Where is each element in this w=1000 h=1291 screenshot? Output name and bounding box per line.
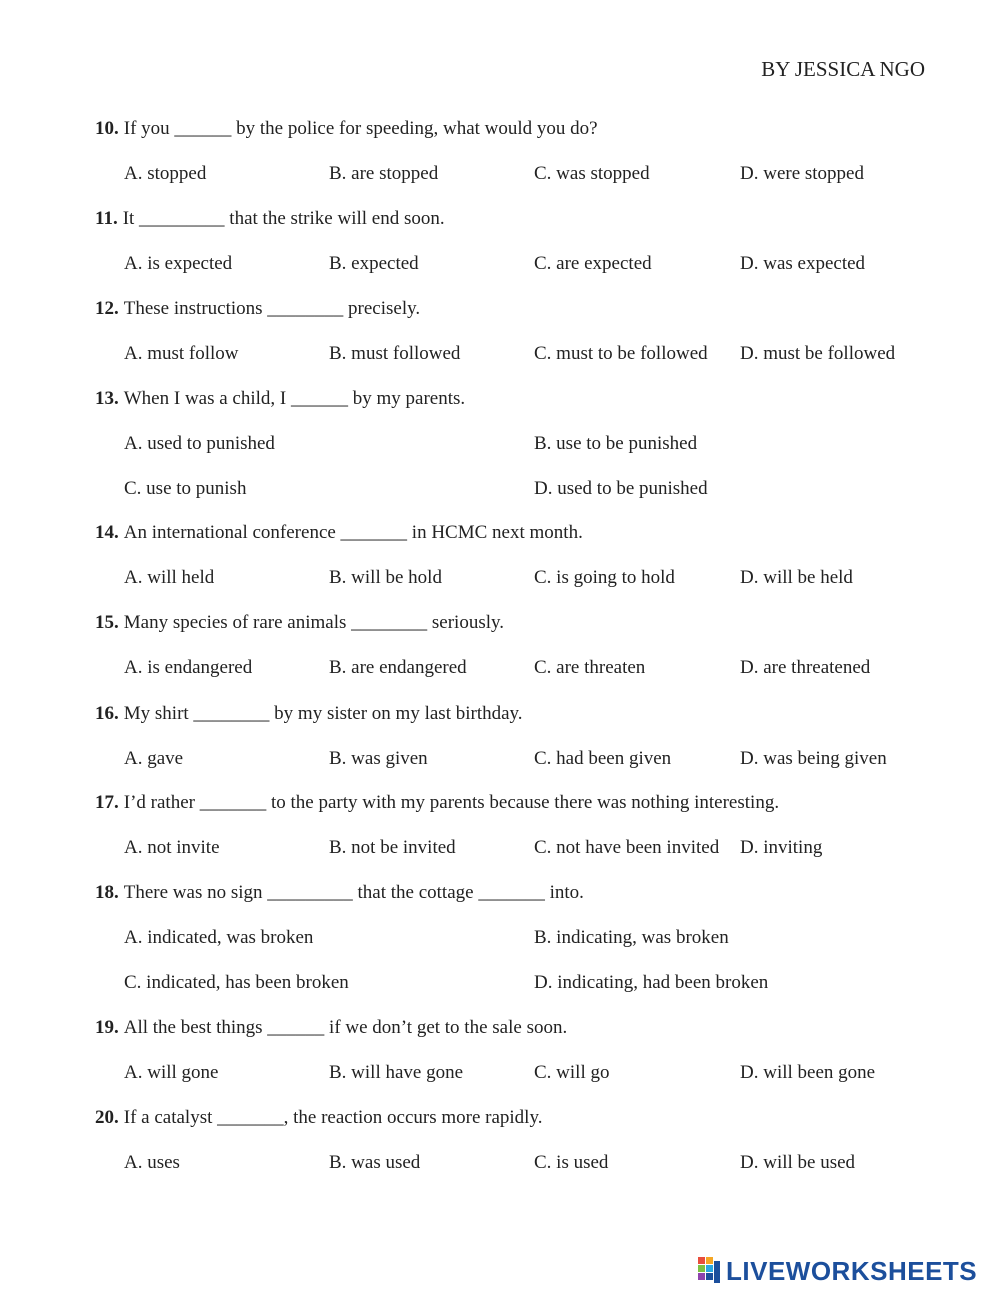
question-19 [95, 1016, 567, 1040]
question-number: 17. [95, 792, 119, 813]
question-15 [95, 611, 504, 635]
option-d[interactable]: D. were stopped [740, 163, 864, 184]
question-number: 20. [95, 1107, 119, 1128]
option-a[interactable]: A. stopped [124, 163, 207, 184]
option-c[interactable]: C. is used [534, 1152, 609, 1173]
option-c[interactable]: C. are expected [534, 253, 652, 274]
option-b[interactable]: B. will be hold [329, 567, 442, 588]
question-14-options [0, 566, 1000, 590]
option-a[interactable]: A. is endangered [124, 657, 253, 678]
option-d[interactable]: D. was expected [740, 253, 866, 274]
question-13-options-row2 [0, 477, 1000, 501]
option-a[interactable]: A. indicated, was broken [124, 927, 314, 948]
question-15-options [0, 656, 1000, 680]
question-19-options [0, 1061, 1000, 1085]
question-18 [95, 881, 584, 905]
option-b[interactable]: B. use to be punished [534, 433, 698, 454]
question-number: 14. [95, 522, 119, 543]
option-d[interactable]: D. will be used [740, 1152, 856, 1173]
option-c[interactable]: C. are threaten [534, 657, 646, 678]
question-text: It _________ that the strike will end soon. [122, 208, 445, 229]
question-text: If you ______ by the police for speeding, what would you do? [123, 118, 598, 139]
option-b[interactable]: B. expected [329, 253, 419, 274]
option-c[interactable]: C. had been given [534, 748, 672, 769]
option-d[interactable]: D. indicating, had been broken [534, 972, 769, 993]
question-12-options [0, 342, 1000, 366]
option-a[interactable]: A. used to punished [124, 433, 275, 454]
option-a[interactable]: A. will gone [124, 1062, 219, 1083]
question-20 [95, 1106, 542, 1130]
question-text: There was no sign _________ that the cottage _______ into. [123, 882, 584, 903]
option-c[interactable]: C. is going to hold [534, 567, 675, 588]
question-number: 12. [95, 298, 119, 319]
question-number: 10. [95, 118, 119, 139]
option-c[interactable]: C. not have been invited [534, 837, 720, 858]
question-number: 15. [95, 612, 119, 633]
option-d[interactable]: D. will been gone [740, 1062, 876, 1083]
question-12 [95, 297, 420, 321]
question-13 [95, 387, 465, 411]
question-17-options [0, 836, 1000, 860]
question-16-options [0, 747, 1000, 771]
question-text: If a catalyst _______, the reaction occurs more rapidly. [123, 1107, 543, 1128]
option-c[interactable]: C. will go [534, 1062, 610, 1083]
question-text: I’d rather _______ to the party with my parents because there was nothing interesting. [123, 792, 780, 813]
option-b[interactable]: B. are stopped [329, 163, 439, 184]
question-18-options-row1 [0, 926, 1000, 950]
option-a[interactable]: A. gave [124, 748, 184, 769]
option-b[interactable]: B. must followed [329, 343, 461, 364]
option-a[interactable]: A. not invite [124, 837, 220, 858]
question-text: These instructions ________ precisely. [123, 298, 421, 319]
option-b[interactable]: B. was given [329, 748, 428, 769]
question-10 [95, 117, 598, 141]
option-b[interactable]: B. not be invited [329, 837, 456, 858]
question-20-options [0, 1151, 1000, 1175]
logo-text: LIVEWORKSHEETS [726, 1255, 978, 1286]
option-b[interactable]: B. are endangered [329, 657, 467, 678]
question-number: 11. [95, 208, 118, 229]
question-number: 19. [95, 1017, 119, 1038]
option-a[interactable]: A. uses [124, 1152, 180, 1173]
question-11 [95, 207, 445, 231]
option-d[interactable]: D. used to be punished [534, 478, 708, 499]
option-a[interactable]: A. will held [124, 567, 215, 588]
author-header: BY JESSICA NGO [761, 57, 925, 81]
question-text: An international conference _______ in HCMC next month. [123, 522, 583, 543]
option-b[interactable]: B. indicating, was broken [534, 927, 729, 948]
question-18-options-row2 [0, 971, 1000, 995]
question-11-options [0, 252, 1000, 276]
option-d[interactable]: D. must be followed [740, 343, 896, 364]
option-c[interactable]: C. indicated, has been broken [124, 972, 349, 993]
option-c[interactable]: C. must to be followed [534, 343, 708, 364]
question-number: 18. [95, 882, 119, 903]
option-c[interactable]: C. was stopped [534, 163, 650, 184]
option-d[interactable]: D. will be held [740, 567, 853, 588]
liveworksheets-logo[interactable] [698, 1256, 977, 1286]
option-d[interactable]: D. inviting [740, 837, 823, 858]
question-13-options-row1 [0, 432, 1000, 456]
question-10-options [0, 162, 1000, 186]
question-16 [95, 702, 523, 726]
option-a[interactable]: A. is expected [124, 253, 233, 274]
question-text: When I was a child, I ______ by my parents. [123, 388, 466, 409]
option-b[interactable]: B. was used [329, 1152, 421, 1173]
question-number: 13. [95, 388, 119, 409]
question-text: My shirt ________ by my sister on my last birthday. [123, 703, 523, 724]
option-d[interactable]: D. are threatened [740, 657, 871, 678]
option-a[interactable]: A. must follow [124, 343, 239, 364]
option-c[interactable]: C. use to punish [124, 478, 247, 499]
option-b[interactable]: B. will have gone [329, 1062, 464, 1083]
question-number: 16. [95, 703, 119, 724]
question-text: Many species of rare animals ________ seriously. [123, 612, 505, 633]
question-14 [95, 521, 583, 545]
question-17 [95, 791, 779, 815]
option-d[interactable]: D. was being given [740, 748, 887, 769]
question-text: All the best things ______ if we don’t get to the sale soon. [123, 1017, 568, 1038]
liveworksheets-logo-icon [698, 1257, 722, 1285]
